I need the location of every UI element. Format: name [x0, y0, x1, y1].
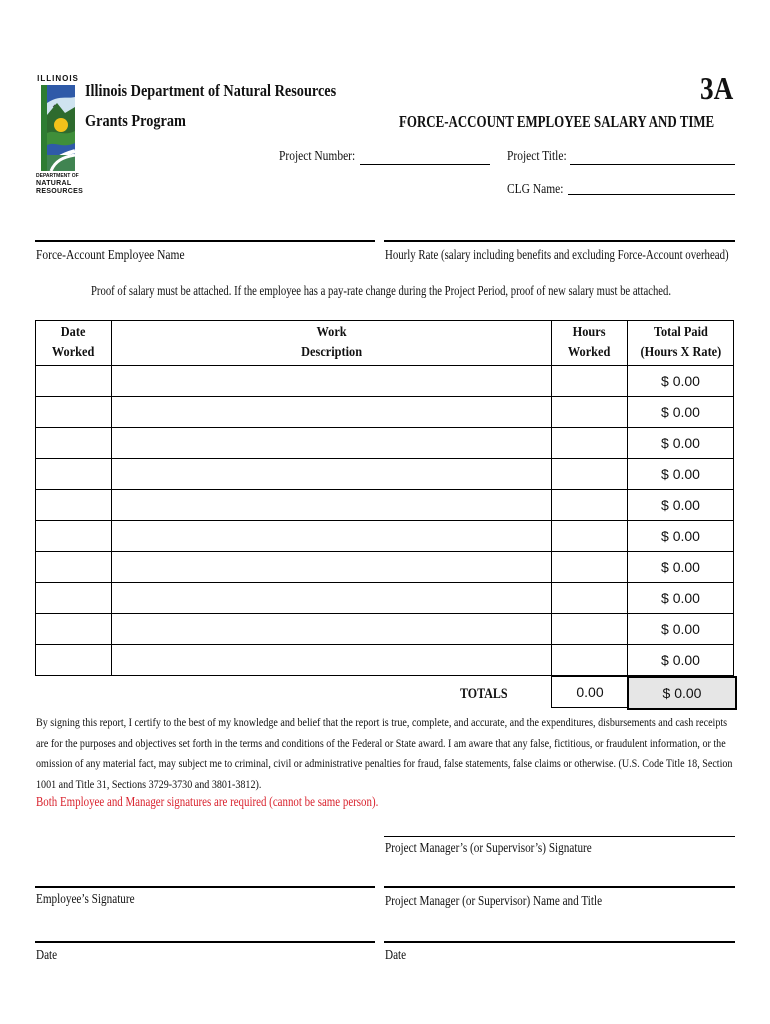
date-worked-cell[interactable]	[36, 521, 112, 552]
table-row	[36, 583, 734, 614]
work-description-cell[interactable]	[112, 366, 552, 397]
totals-label: TOTALS	[460, 686, 508, 702]
project-title-field[interactable]	[570, 164, 735, 165]
date-worked-cell[interactable]	[36, 397, 112, 428]
hours-worked-cell[interactable]	[552, 490, 628, 521]
total-paid-cell: $ 0.00	[628, 397, 734, 428]
total-paid-cell: $ 0.00	[628, 614, 734, 645]
table-row	[36, 428, 734, 459]
clg-name-field[interactable]	[568, 194, 735, 195]
form-id: 3A	[700, 70, 734, 106]
table-row	[36, 645, 734, 676]
hours-worked-cell[interactable]	[552, 521, 628, 552]
manager-name-title-label: Project Manager (or Supervisor) Name and Title	[385, 894, 603, 909]
proof-note: Proof of salary must be attached. If the employee has a pay-rate change during the Project Period, proof of new salary must be attached.	[91, 284, 672, 299]
manager-date-line[interactable]	[384, 941, 735, 943]
total-paid-cell: $ 0.00	[628, 428, 734, 459]
total-paid-cell: $ 0.00	[628, 521, 734, 552]
employee-name-label: Force-Account Employee Name	[36, 248, 185, 263]
employee-signature-line[interactable]	[35, 886, 375, 888]
work-description-cell[interactable]	[112, 428, 552, 459]
project-title-label: Project Title:	[507, 149, 567, 164]
project-number-field[interactable]	[360, 164, 490, 165]
project-number-label: Project Number:	[279, 149, 356, 164]
col-hours-worked: Hours Worked	[552, 321, 628, 366]
total-paid-cell: $ 0.00	[628, 583, 734, 614]
table-row	[36, 552, 734, 583]
work-description-cell[interactable]	[112, 521, 552, 552]
program-title: Grants Program	[85, 111, 186, 130]
date-worked-cell[interactable]	[36, 552, 112, 583]
date-worked-cell[interactable]	[36, 428, 112, 459]
table-row	[36, 614, 734, 645]
total-paid-cell: $ 0.00	[628, 490, 734, 521]
manager-signature-label: Project Manager’s (or Supervisor’s) Signature	[385, 841, 592, 856]
certification-text: By signing this report, I certify to the best of my knowledge and belief that the report is true, complete, and accurate, and the expenditures, disbursements and cash receipts are for the purposes and objectives set forth in the terms and conditions of the Federal or State award. I am aware that any false, fictitious, or fraudulent information, or the omission of any material fact, may subject me to criminal, civil or administrative penalties for fraud, false statements, false claims or otherwise. (U.S. Code Title 18, Section 1001 and Title 31, Sections 3729-3730 and 3801-3812).	[36, 715, 733, 791]
hours-worked-cell[interactable]	[552, 459, 628, 490]
idnr-logo	[36, 74, 84, 198]
totals-hours: 0.00	[551, 676, 629, 708]
employee-signature-label: Employee’s Signature	[36, 892, 135, 907]
manager-signature-line[interactable]	[384, 836, 735, 837]
table-row	[36, 366, 734, 397]
date-worked-cell[interactable]	[36, 459, 112, 490]
col-work-description: Work Description	[112, 321, 552, 366]
col-date-worked: Date Worked	[36, 321, 112, 366]
work-description-cell[interactable]	[112, 583, 552, 614]
signature-requirement-note: Both Employee and Manager signatures are required (cannot be same person).	[36, 795, 379, 810]
work-description-cell[interactable]	[112, 490, 552, 521]
total-paid-cell: $ 0.00	[628, 552, 734, 583]
work-description-cell[interactable]	[112, 614, 552, 645]
logo-top-text: ILLINOIS	[37, 74, 79, 83]
clg-name-label: CLG Name:	[507, 182, 564, 197]
manager-date-label: Date	[385, 948, 407, 963]
employee-date-label: Date	[36, 948, 58, 963]
totals-paid: $ 0.00	[627, 676, 737, 710]
form-title: FORCE-ACCOUNT EMPLOYEE SALARY AND TIME	[399, 112, 715, 131]
hourly-rate-field[interactable]	[384, 240, 735, 242]
date-worked-cell[interactable]	[36, 490, 112, 521]
date-worked-cell[interactable]	[36, 614, 112, 645]
work-description-cell[interactable]	[112, 552, 552, 583]
col-total-paid: Total Paid (Hours X Rate)	[628, 321, 734, 366]
hours-worked-cell[interactable]	[552, 428, 628, 459]
hourly-rate-label: Hourly Rate (salary including benefits and excluding Force-Account overhead)	[385, 248, 729, 263]
agency-title: Illinois Department of Natural Resources	[85, 81, 337, 100]
employee-date-line[interactable]	[35, 941, 375, 943]
manager-name-title-line[interactable]	[384, 886, 735, 888]
hours-worked-cell[interactable]	[552, 366, 628, 397]
table-row	[36, 490, 734, 521]
hours-worked-cell[interactable]	[552, 583, 628, 614]
landscape-emblem-icon	[39, 85, 77, 171]
hours-worked-cell[interactable]	[552, 614, 628, 645]
table-row	[36, 397, 734, 428]
hours-worked-cell[interactable]	[552, 552, 628, 583]
total-paid-cell: $ 0.00	[628, 459, 734, 490]
table-row	[36, 521, 734, 552]
work-description-cell[interactable]	[112, 645, 552, 676]
logo-bottom-text-1: NATURAL	[36, 180, 72, 187]
employee-name-field[interactable]	[35, 240, 375, 242]
work-description-cell[interactable]	[112, 397, 552, 428]
logo-dept-text: DEPARTMENT OF	[36, 173, 79, 179]
logo-bottom-text-2: RESOURCES	[36, 188, 84, 195]
date-worked-cell[interactable]	[36, 583, 112, 614]
total-paid-cell: $ 0.00	[628, 645, 734, 676]
salary-time-table	[35, 320, 734, 676]
date-worked-cell[interactable]	[36, 366, 112, 397]
table-row	[36, 459, 734, 490]
hours-worked-cell[interactable]	[552, 645, 628, 676]
work-description-cell[interactable]	[112, 459, 552, 490]
table-header-row	[36, 321, 734, 366]
hours-worked-cell[interactable]	[552, 397, 628, 428]
date-worked-cell[interactable]	[36, 645, 112, 676]
total-paid-cell: $ 0.00	[628, 366, 734, 397]
